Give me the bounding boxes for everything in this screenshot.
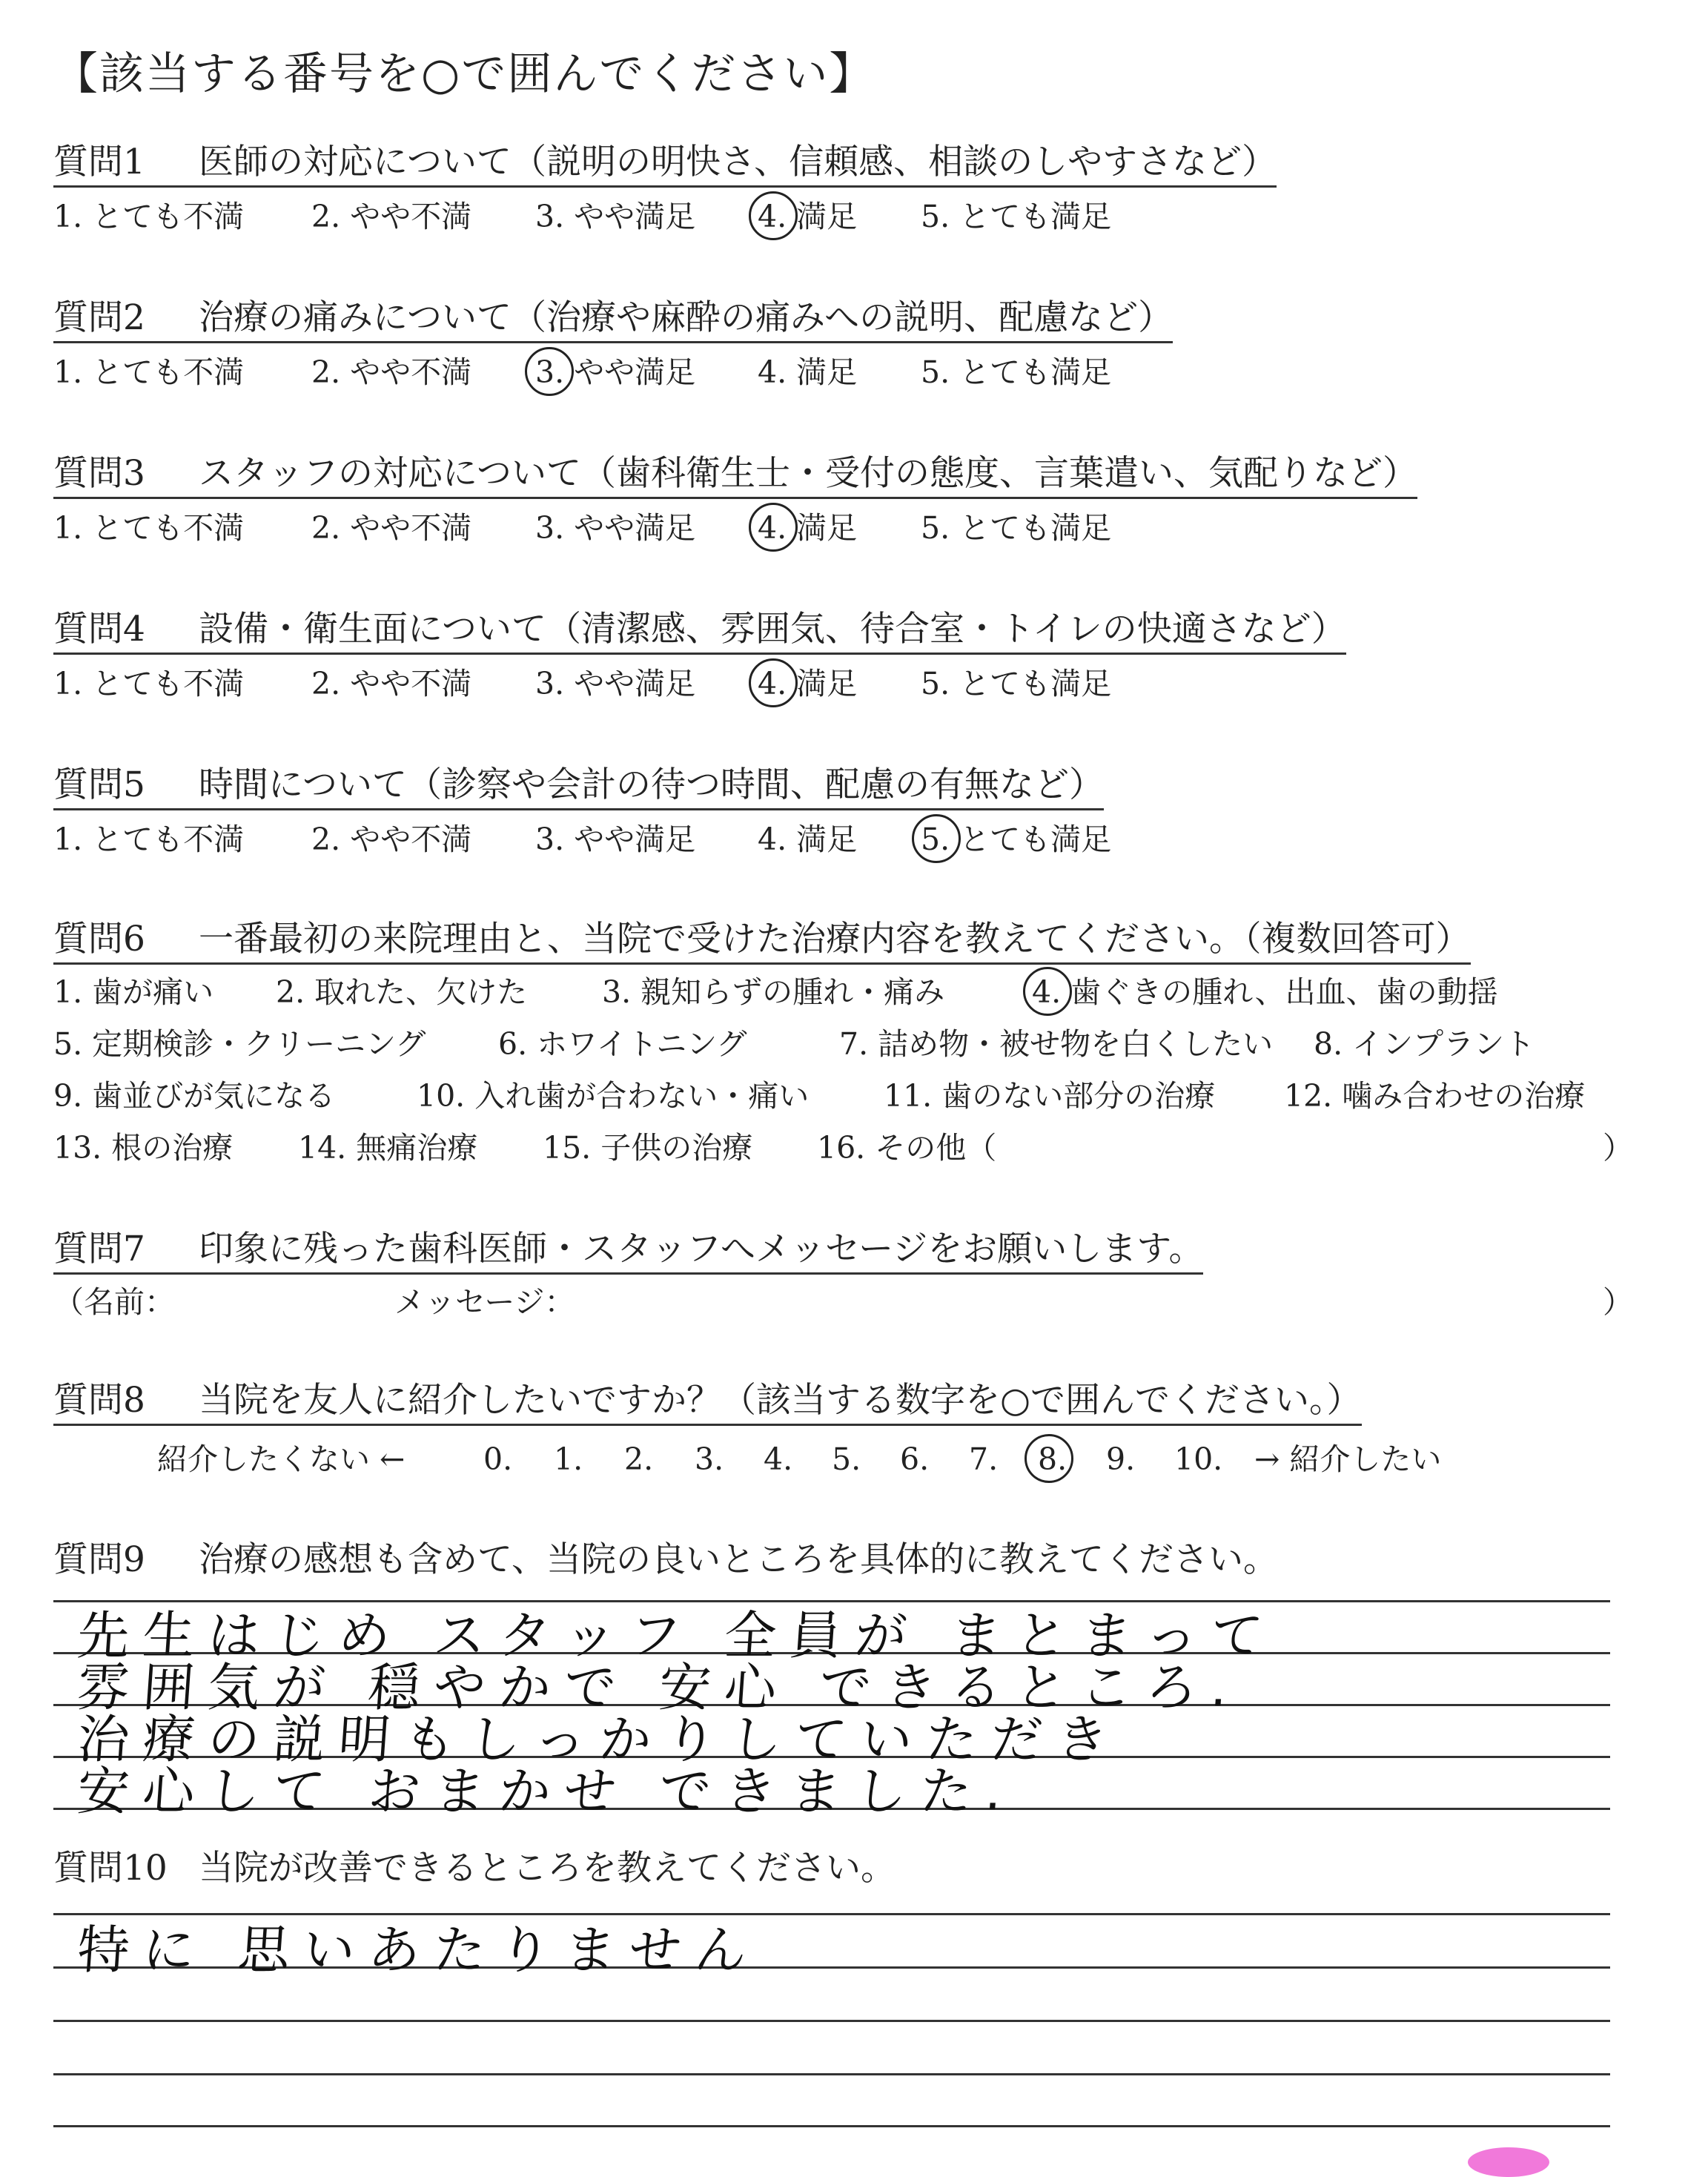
q10-answer-rule-4 (53, 2073, 1610, 2075)
q8-score-9[interactable]: 9. (1106, 1441, 1136, 1477)
q3-option-2[interactable]: 2. やや不満 (311, 510, 472, 546)
question-7-label: 質問7 (53, 1229, 145, 1269)
q6-option-13[interactable]: 13. 根の治療 (53, 1130, 234, 1166)
q6-option-16[interactable]: 16. その他（ (817, 1130, 997, 1166)
q1-option-3[interactable]: 3. やや満足 (535, 199, 696, 234)
question-1-label: 質問1 (53, 142, 145, 182)
q3-option-3[interactable]: 3. やや満足 (535, 510, 696, 546)
q5-selection-circle (912, 814, 961, 863)
question-7-text: 印象に残った歯科医師・スタッフへメッセージをお願いします。 (199, 1229, 1204, 1269)
q5-option-5[interactable]: 5. とても満足 (921, 822, 1112, 857)
q5-option-2[interactable]: 2. やや不満 (311, 822, 472, 857)
q6-selection-circle (1023, 967, 1072, 1016)
q8-score-3[interactable]: 3. (695, 1441, 724, 1477)
q6-option-8[interactable]: 8. インプラント (1314, 1026, 1535, 1062)
question-6-text: 一番最初の来院理由と、当院で受けた治療内容を教えてください。（複数回答可） (199, 919, 1471, 959)
question-5-text: 時間について（診察や会計の待つ時間、配慮の有無など） (199, 764, 1105, 805)
question-9-label: 質問9 (53, 1539, 145, 1580)
q10-answer-rule-5 (53, 2125, 1610, 2127)
question-2-heading (53, 298, 1173, 343)
q4-option-4[interactable]: 4. 満足 (758, 666, 858, 701)
q5-option-4[interactable]: 4. 満足 (758, 822, 858, 857)
q6-option-2[interactable]: 2. 取れた、欠けた (276, 974, 528, 1010)
q8-score-7[interactable]: 7. (969, 1441, 999, 1477)
question-9-text: 治療の感想も含めて、当院の良いところを具体的に教えてください。 (199, 1539, 1279, 1580)
q8-score-2[interactable]: 2. (624, 1441, 654, 1477)
question-6-label: 質問6 (53, 919, 145, 959)
q3-option-4[interactable]: 4. 満足 (758, 510, 858, 546)
question-8-label: 質問8 (53, 1380, 145, 1421)
q2-selection-circle (525, 347, 574, 396)
q7-close-paren: ） (1603, 1284, 1633, 1320)
question-6-heading (53, 919, 1471, 965)
question-3-label: 質問3 (53, 453, 145, 494)
q6-option-6[interactable]: 6. ホワイトニング (498, 1026, 747, 1062)
question-5-heading (53, 765, 1104, 810)
q8-left-label: 紹介したくない ← (157, 1441, 406, 1477)
q2-option-5[interactable]: 5. とても満足 (921, 354, 1112, 390)
q6-option-3[interactable]: 3. 親知らずの腫れ・痛み (602, 974, 945, 1010)
q8-score-5[interactable]: 5. (832, 1441, 861, 1477)
question-3-text: スタッフの対応について（歯科衛生士・受付の態度、言葉遣い、気配りなど） (199, 453, 1418, 494)
question-4-label: 質問4 (53, 609, 145, 650)
question-2-label: 質問2 (53, 297, 145, 338)
q8-right-label: → 紹介したい (1254, 1441, 1442, 1477)
q6-option-11[interactable]: 11. 歯のない部分の治療 (884, 1078, 1216, 1114)
q4-option-2[interactable]: 2. やや不満 (311, 666, 472, 701)
q9-handwritten-line-4: 安心して おまかせ できました. (75, 1761, 1018, 1822)
q9-handwritten-line-1: 先生はじめ スタッフ 全員が まとまって (75, 1605, 1279, 1666)
q8-score-4[interactable]: 4. (764, 1441, 793, 1477)
question-5-label: 質問5 (53, 764, 145, 805)
q4-option-3[interactable]: 3. やや満足 (535, 666, 696, 701)
q5-option-1[interactable]: 1. とても不満 (53, 822, 245, 857)
pink-marker-blot (1468, 2147, 1549, 2177)
q10-handwritten-line-1: 特に 思いあたりません (75, 1920, 762, 1981)
q1-option-4[interactable]: 4. 満足 (758, 199, 858, 234)
q6-option-12[interactable]: 12. 噛み合わせの治療 (1284, 1078, 1586, 1114)
q8-score-10[interactable]: 10. (1174, 1441, 1223, 1477)
q8-score-0[interactable]: 0. (483, 1441, 513, 1477)
question-4-heading (53, 610, 1346, 655)
q6-option-1[interactable]: 1. 歯が痛い (53, 974, 214, 1010)
q6-other-close-paren: ） (1603, 1130, 1633, 1166)
q3-option-1[interactable]: 1. とても不満 (53, 510, 245, 546)
q6-option-9[interactable]: 9. 歯並びが気になる (53, 1078, 336, 1114)
q6-option-7[interactable]: 7. 詰め物・被せ物を白くしたい (839, 1026, 1274, 1062)
question-3-heading (53, 454, 1417, 499)
q1-option-1[interactable]: 1. とても不満 (53, 199, 245, 234)
q6-option-14[interactable]: 14. 無痛治療 (298, 1130, 478, 1166)
question-7-heading (53, 1229, 1203, 1275)
q6-option-4[interactable]: 4. 歯ぐきの腫れ、出血、歯の動揺 (1032, 974, 1498, 1010)
q1-option-5[interactable]: 5. とても満足 (921, 199, 1112, 234)
q2-option-1[interactable]: 1. とても不満 (53, 354, 245, 390)
q7-name-label: （名前： (53, 1284, 175, 1320)
question-8-heading (53, 1381, 1362, 1426)
question-4-text: 設備・衛生面について（清潔感、雰囲気、待合室・トイレの快適さなど） (199, 609, 1346, 650)
q8-selection-circle (1025, 1434, 1073, 1483)
q8-score-8[interactable]: 8. (1038, 1441, 1068, 1477)
q1-selection-circle (749, 191, 798, 240)
q4-option-1[interactable]: 1. とても不満 (53, 666, 245, 701)
q9-handwritten-line-2: 雰囲気が 穏やかで 安心 できるところ. (75, 1657, 1243, 1718)
q6-option-10[interactable]: 10. 入れ歯が合わない・痛い (417, 1078, 810, 1114)
q7-message-label: メッセージ： (394, 1284, 575, 1320)
form-instruction-title: 【該当する番号を○で囲んでください】 (53, 48, 875, 100)
q4-option-5[interactable]: 5. とても満足 (921, 666, 1112, 701)
q3-option-5[interactable]: 5. とても満足 (921, 510, 1112, 546)
q6-option-15[interactable]: 15. 子供の治療 (543, 1130, 753, 1166)
q1-option-2[interactable]: 2. やや不満 (311, 199, 472, 234)
question-1-heading (53, 142, 1277, 188)
q2-option-3[interactable]: 3. やや満足 (535, 354, 696, 390)
q10-answer-rule-3 (53, 2020, 1610, 2022)
q3-selection-circle (749, 503, 798, 552)
question-1-text: 医師の対応について（説明の明快さ、信頼感、相談のしやすさなど） (199, 142, 1277, 182)
q5-option-3[interactable]: 3. やや満足 (535, 822, 696, 857)
question-10-text: 当院が改善できるところを教えてください。 (199, 1848, 896, 1889)
question-8-text: 当院を友人に紹介したいですか？（該当する数字を○で囲んでください。） (199, 1380, 1362, 1421)
q9-handwritten-line-3: 治療の説明もしっかりしていただき (75, 1709, 1124, 1770)
q4-selection-circle (749, 658, 798, 707)
q2-option-2[interactable]: 2. やや不満 (311, 354, 472, 390)
question-2-text: 治療の痛みについて（治療や麻酔の痛みへの説明、配慮など） (199, 297, 1174, 338)
q2-option-4[interactable]: 4. 満足 (758, 354, 858, 390)
q6-option-5[interactable]: 5. 定期検診・クリーニング (53, 1026, 426, 1062)
q8-score-1[interactable]: 1. (554, 1441, 583, 1477)
question-10-label: 質問10 (53, 1848, 168, 1889)
q8-score-6[interactable]: 6. (900, 1441, 930, 1477)
